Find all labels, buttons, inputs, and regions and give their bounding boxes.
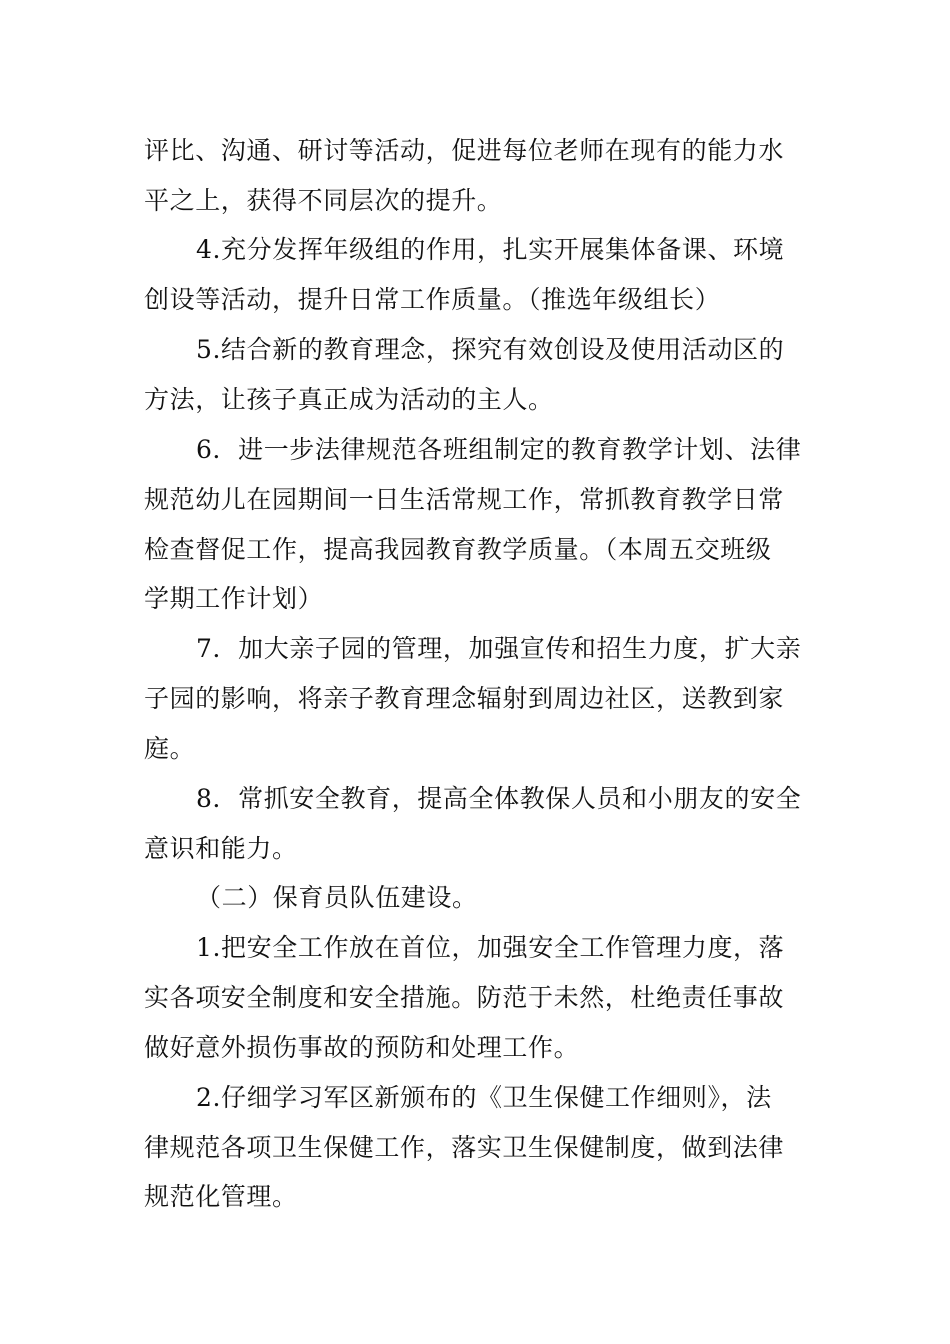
section-heading: （二）保育员队伍建设。 [196, 883, 478, 912]
text-line: 规范幼儿在园期间一日生活常规工作，常抓教育教学日常 [144, 485, 785, 514]
text-line: 实各项安全制度和安全措施。防范于未然，杜绝责任事故 [144, 983, 785, 1012]
text-line: 平之上，获得不同层次的提升。 [144, 186, 503, 215]
text-line: 律规范各项卫生保健工作，落实卫生保健制度，做到法律 [144, 1133, 785, 1162]
text-line: 做好意外损伤事故的预防和处理工作。 [144, 1033, 580, 1062]
text-line: 庭。 [144, 734, 196, 763]
text-line: 创设等活动，提升日常工作质量。（推选年级组长） [144, 285, 721, 314]
text-line: 学期工作计划） [144, 584, 324, 613]
paragraph-start-line: 2.仔细学习军区新颁布的《卫生保健工作细则》，法 [196, 1083, 772, 1112]
text-line: 评比、沟通、研讨等活动，促进每位老师在现有的能力水 [144, 136, 785, 165]
paragraph-start-line: 7．加大亲子园的管理，加强宣传和招生力度，扩大亲 [196, 634, 802, 663]
paragraph-start-line: 1.把安全工作放在首位，加强安全工作管理力度，落 [196, 933, 785, 962]
text-line: 子园的影响，将亲子教育理念辐射到周边社区，送教到家 [144, 684, 785, 713]
paragraph-start-line: 8．常抓安全教育，提高全体教保人员和小朋友的安全 [196, 784, 802, 813]
paragraph-start-line: 4.充分发挥年级组的作用，扎实开展集体备课、环境 [196, 235, 785, 264]
text-line: 检查督促工作，提高我园教育教学质量。（本周五交班级 [144, 535, 772, 564]
text-line: 规范化管理。 [144, 1182, 298, 1211]
text-line: 方法，让孩子真正成为活动的主人。 [144, 385, 554, 414]
text-line: 意识和能力。 [144, 834, 298, 863]
paragraph-start-line: 5.结合新的教育理念，探究有效创设及使用活动区的 [196, 335, 785, 364]
paragraph-start-line: 6．进一步法律规范各班组制定的教育教学计划、法律 [196, 435, 802, 464]
